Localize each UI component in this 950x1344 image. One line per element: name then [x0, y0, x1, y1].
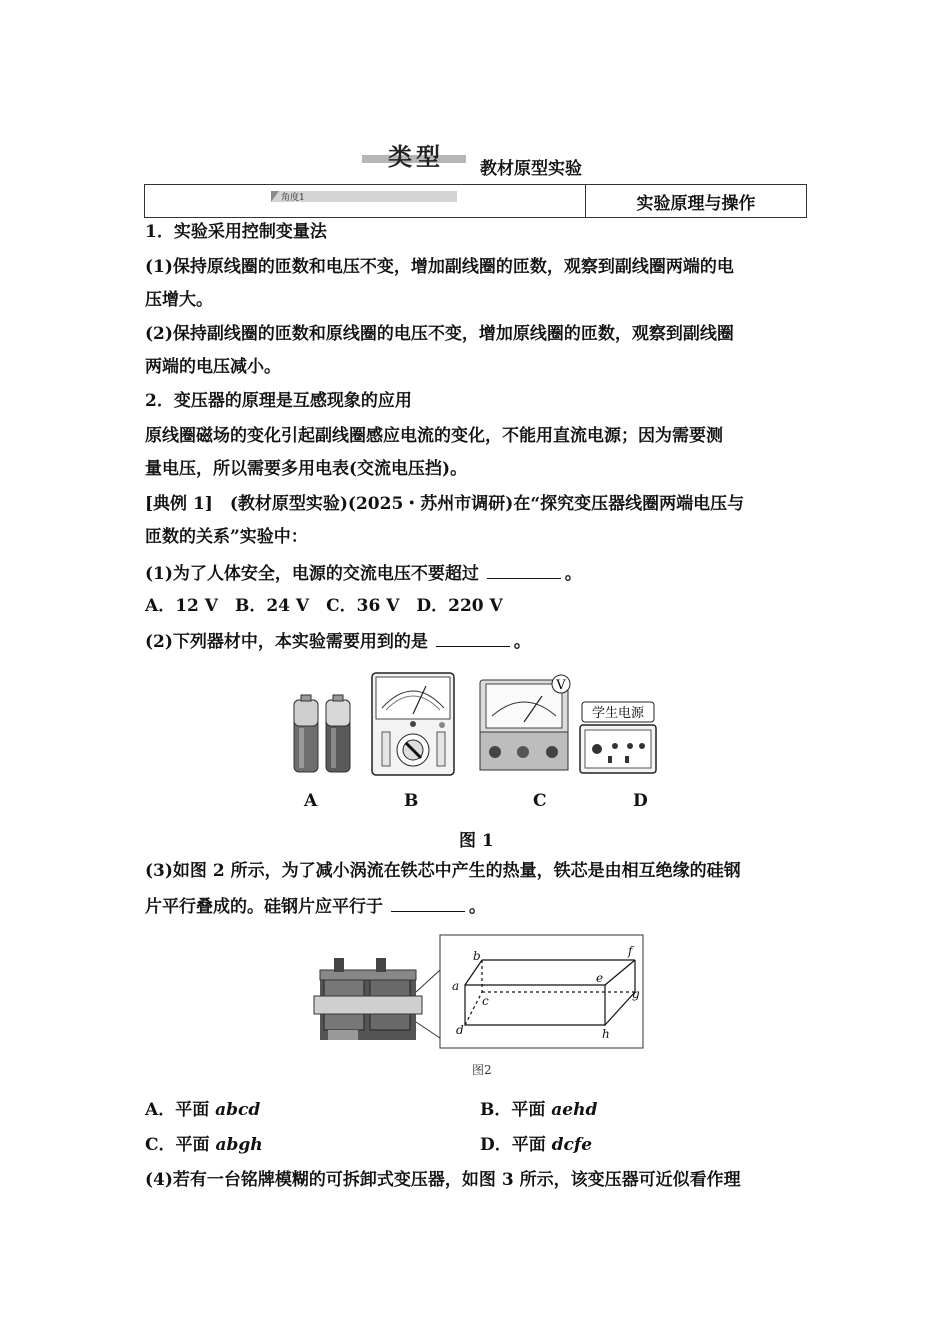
point-e: e [596, 971, 604, 985]
option-c-plane: abgh [215, 1135, 263, 1155]
point-c: c [482, 994, 489, 1008]
multimeter-image [372, 673, 454, 775]
angle-tag-label: 角度1 [281, 193, 305, 203]
point-h: h [602, 1027, 610, 1041]
question3-line2 [145, 895, 486, 917]
question2 [145, 630, 531, 652]
option-c [145, 1135, 263, 1155]
figure1-label-d: D [633, 791, 648, 811]
power-supply-label: 学生电源 [591, 706, 645, 721]
option-d-plane: dcfe [551, 1135, 593, 1155]
option-d-prefix: D．平面 [480, 1135, 552, 1155]
section2-line2: 量电压，所以需要多用电表(交流电压挡)。 [145, 459, 468, 479]
question3-text: 片平行叠成的。硅钢片应平行于 [145, 897, 383, 917]
figure1-label-b: B [404, 791, 419, 811]
answer-blank-1 [487, 562, 561, 579]
option-b-prefix: B．平面 [480, 1100, 552, 1120]
type-subtitle: 教材原型实验 [480, 159, 582, 179]
answer-blank-3 [391, 895, 465, 912]
section1-p1-line2: 压增大。 [145, 290, 213, 310]
type-heading [362, 137, 466, 171]
figure1-caption: 图 1 [459, 831, 494, 851]
transformer-photo [314, 958, 422, 1040]
angle-tag-marker [271, 191, 279, 202]
battery-pair-image [294, 695, 350, 772]
question3-line1: (3)如图 2 所示，为了减小涡流在铁芯中产生的热量，铁芯是由相互绝缘的硅钢 [145, 861, 741, 881]
option-a [145, 1100, 260, 1120]
figure1-equipment [290, 670, 665, 780]
point-b: b [473, 949, 481, 963]
type-label: 类型 [388, 142, 444, 171]
section1-title: 1．实验采用控制变量法 [145, 222, 327, 242]
option-c-prefix: C．平面 [145, 1135, 216, 1155]
section1-p2-line1: (2)保持副线圈的匝数和原线圈的电压不变，增加原线圈的匝数，观察到副线圈 [145, 324, 734, 344]
question4-line1: (4)若有一台铭牌模糊的可拆卸式变压器，如图 3 所示，该变压器可近似看作理 [145, 1170, 741, 1190]
question1-options: A．12 V B．24 V C．36 V D．220 V [145, 596, 503, 616]
question1 [145, 562, 582, 584]
example-line2: 匝数的关系”实验中： [145, 527, 308, 547]
section1-p2-line2: 两端的电压减小。 [145, 357, 281, 377]
example-line1: [典例 1] (教材原型实验)(2025・苏州市调研)在“探究变压器线圈两端电压与 [145, 494, 745, 514]
figure2-zoom-box [440, 935, 643, 1048]
header-title: 实验原理与操作 [586, 185, 807, 218]
question2-text: (2)下列器材中，本实验需要用到的是 [145, 632, 428, 652]
section2-line1: 原线圈磁场的变化引起副线圈感应电流的变化，不能用直流电源；因为需要测 [145, 426, 723, 446]
option-d [480, 1135, 592, 1155]
point-d: d [456, 1023, 464, 1037]
figure2-caption: 图2 [472, 1063, 492, 1077]
option-a-prefix: A．平面 [145, 1100, 216, 1120]
angle-tag [271, 191, 457, 202]
figure1-label-a: A [304, 791, 318, 811]
question1-text: (1)为了人体安全，电源的交流电压不要超过 [145, 564, 479, 584]
figure1-label-c: C [533, 791, 547, 811]
option-b-plane: aehd [551, 1100, 598, 1120]
question2-end: 。 [513, 632, 531, 652]
header-table [144, 184, 807, 218]
section2-title: 2．变压器的原理是互感现象的应用 [145, 391, 412, 411]
point-f: f [628, 944, 633, 958]
section1-p1-line1: (1)保持原线圈的匝数和电压不变，增加副线圈的匝数，观察到副线圈两端的电 [145, 257, 734, 277]
option-b [480, 1100, 597, 1120]
question1-end: 。 [564, 564, 582, 584]
figure2 [310, 930, 650, 1050]
answer-blank-2 [436, 630, 510, 647]
option-a-plane: abcd [215, 1100, 261, 1120]
point-a: a [452, 979, 460, 993]
point-g: g [632, 987, 640, 1001]
question3-end: 。 [469, 897, 486, 917]
voltmeter-symbol: V [556, 678, 566, 693]
